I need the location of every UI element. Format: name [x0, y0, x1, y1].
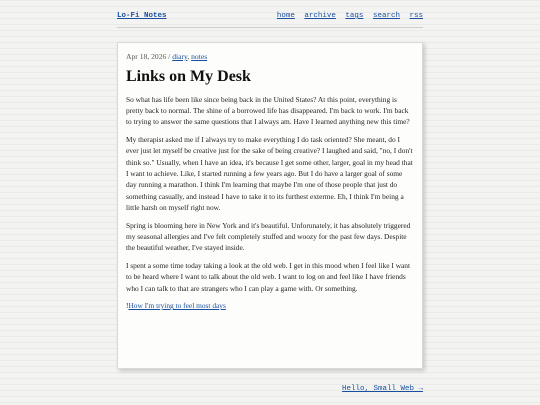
- site-header: [117, 12, 423, 20]
- feel-most-days-link[interactable]: How I'm trying to feel most days: [128, 301, 226, 311]
- nav-search-link[interactable]: search: [372, 12, 400, 20]
- header-divider: [117, 27, 423, 28]
- tag-diary-link[interactable]: diary: [172, 52, 188, 61]
- nav-tags-link[interactable]: tags: [345, 12, 364, 20]
- post-paragraph-2: My therapist asked me if I always try to make everything I do task oriented? She meant, do I ever just let myself be creative just for the sake of being creative? I laughed and said, "no, I don't think so." Usually, when I have an idea, it's because I get some other, larger, goal in my head that I want to achieve. Like, I started running a few years ago. But I do have a larger goal of some day running a marathon. I think I'm learning that maybe I'm one of those people that just do something casually, and instead I have to take it to its furthest exterme. Eh, I think I'm being a little harsh on myself right now.: [126, 134, 413, 213]
- post-paragraph-3: Spring is blooming here in New York and it's beautiful. Unforunately, it has absolutely triggered my seasonal allergies and I've felt completely stuffed and woozy for the past few days. Despite the beautiful weather, I've stayed inside.: [126, 220, 411, 253]
- nav-rss-link[interactable]: rss: [409, 12, 423, 20]
- tag-separator: ,: [187, 52, 190, 61]
- nav-archive-link[interactable]: archive: [304, 12, 336, 20]
- main-nav: [272, 12, 423, 20]
- post-date: Apr 18, 2026 /: [126, 52, 171, 61]
- post-paragraph-4: I spent a some time today taking a look at the old web. I get in this mood when I feel like I want to be heard where I want to talk about the old web. I want to log on and feel like I have friends who I can talk to that are strangers who I can play a game with. Or something.: [126, 260, 411, 293]
- next-post-link[interactable]: Hello, Small Web →: [341, 385, 423, 393]
- post-link-paragraph: [126, 300, 414, 311]
- post-paragraph-1: So what has life been like since being back in the United States? At this point, everything is pretty back to normal. The shine of a borrowed life has disappeared. I'm back to work. I'm back to trying to answer the same questions that I always am. Have I learned anything new this time?: [126, 94, 410, 127]
- post-card: [117, 42, 423, 369]
- link-prefix: !: [126, 301, 129, 311]
- nav-home-link[interactable]: home: [276, 12, 295, 20]
- post-meta: [126, 52, 414, 61]
- tag-notes-link[interactable]: notes: [191, 52, 208, 61]
- site-title-link[interactable]: Lo-Fi Notes: [117, 12, 167, 20]
- post-title: Links on My Desk: [126, 68, 251, 85]
